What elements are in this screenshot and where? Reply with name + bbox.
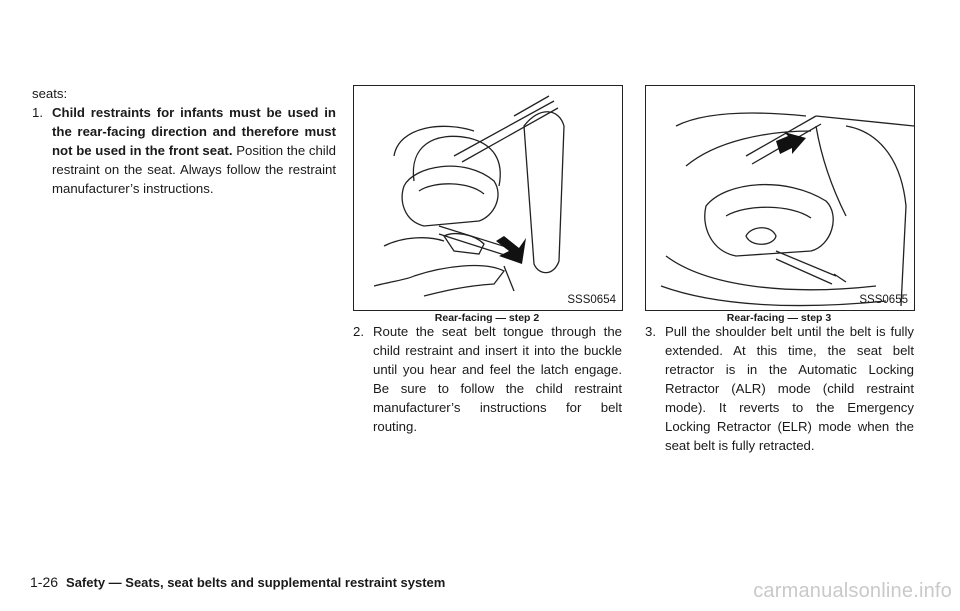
step-2-text: Route the seat belt tongue through the child restraint and insert it into the buckle until you hear and feel the latch engage. Be sure to follow the child restraint manufacturer’s instructions for belt routing. (373, 324, 622, 434)
step-1-text: Position the child restraint on the seat. Always follow the restraint manufacturer’s instructions. (52, 143, 336, 196)
section-title: Safety — Seats, seat belts and supplemental restraint system (66, 575, 446, 590)
figure-caption: Rear-facing — step 2 (434, 312, 540, 324)
step-1-number: 1. (32, 105, 43, 120)
text-column-left (32, 84, 336, 198)
step-2-number: 2. (353, 324, 364, 339)
page-footer (30, 574, 445, 590)
illustration-belt-routing (354, 86, 622, 310)
step-3-number: 3. (645, 324, 656, 339)
step-1-warning: Child restraints for infants must be used in the rear-facing direction and therefore must not be used in the front seat. (52, 105, 336, 158)
intro-text: seats: (32, 86, 68, 101)
step-3 (645, 322, 914, 455)
step-3-text: Pull the shoulder belt until the belt is fully extended. At this time, the seat belt retractor is in the Automatic Locking Retractor (ALR) mode (child restraint mode). It reverts to the Emergency Locking Retractor (ELR) mode when the seat belt is fully retracted. (665, 324, 914, 453)
step-2 (353, 322, 622, 436)
watermark: carmanualsonline.info (753, 580, 952, 602)
figure-rear-facing-step-2 (353, 85, 623, 311)
figure-code: SSS0655 (859, 294, 908, 306)
text-column-right (645, 322, 914, 455)
figure-rear-facing-step-3 (645, 85, 915, 311)
figure-code: SSS0654 (567, 294, 616, 306)
figure-caption: Rear-facing — step 3 (726, 312, 832, 324)
page-number: 1-26 (30, 574, 59, 590)
text-column-middle (353, 322, 622, 436)
illustration-pull-shoulder-belt (646, 86, 914, 310)
step-1 (32, 103, 336, 198)
